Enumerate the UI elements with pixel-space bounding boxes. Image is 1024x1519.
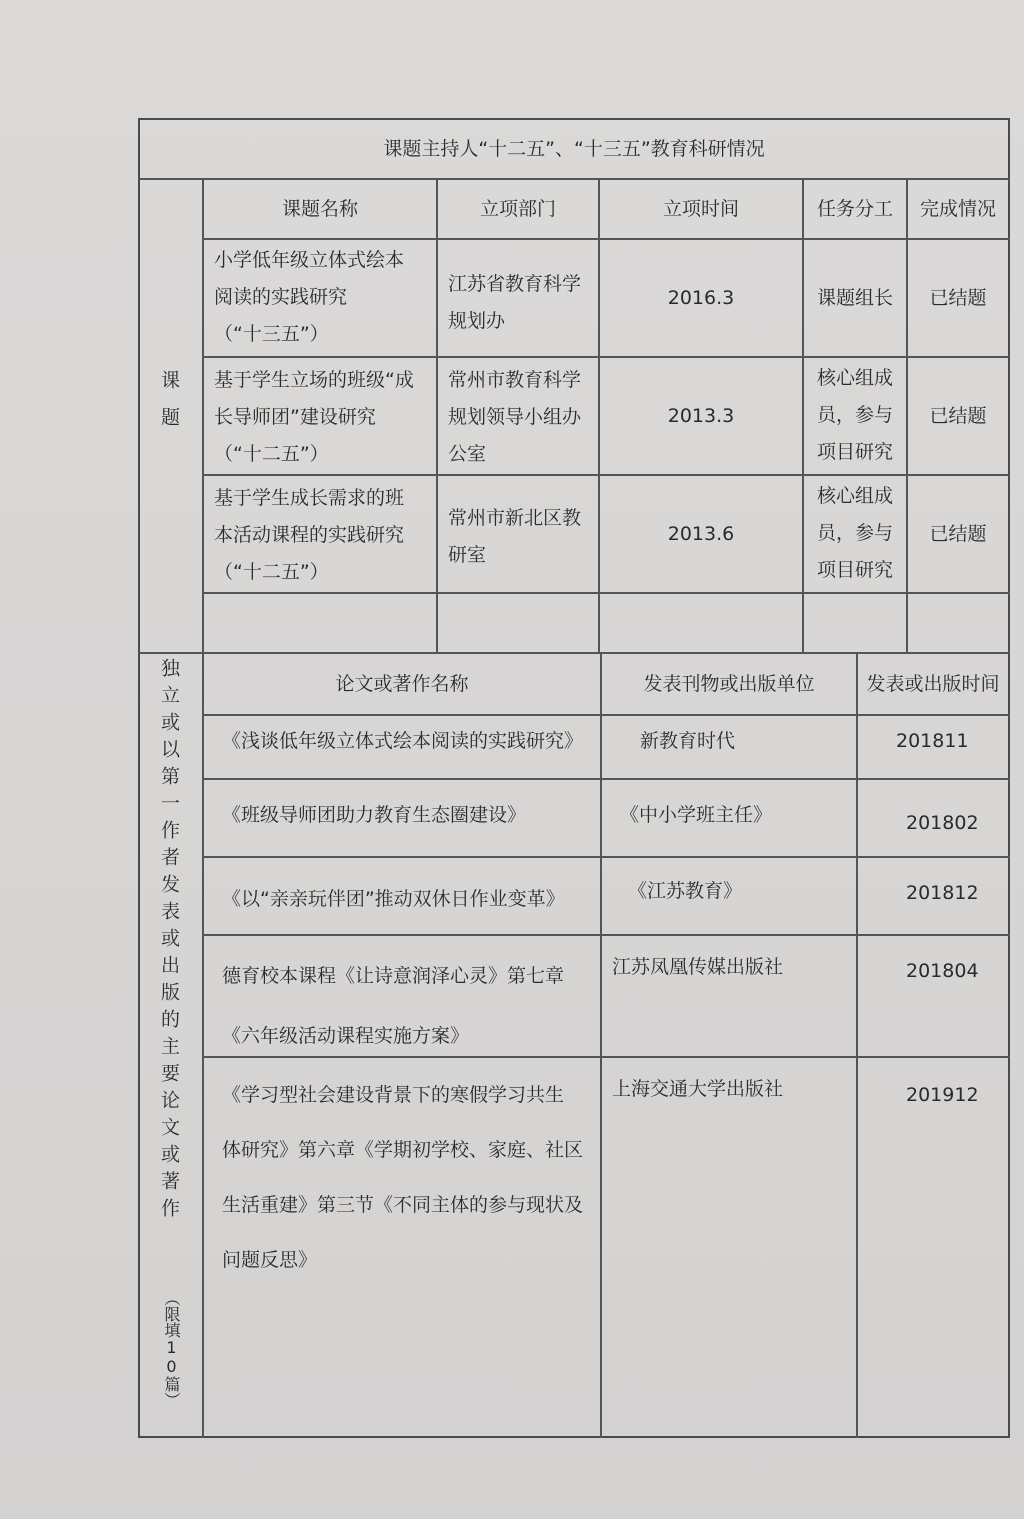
paper-publisher: 《中小学班主任》 [620,804,773,826]
topics-col-divider [436,178,438,652]
paper-publisher: 新教育时代 [640,730,736,752]
paper-date: 201812 [906,882,979,904]
paper-publisher: 上海交通大学出版社 [612,1078,784,1100]
papers-row-divider [202,934,1010,936]
papers-section-note: （限填10篇） [162,1290,181,1408]
topic-name: 基于学生成长需求的班 本活动课程的实践研究 （“十二五”） [214,487,405,583]
paper-publisher: 江苏凤凰传媒出版社 [612,956,784,978]
topic-dept: 江苏省教育科学 规划办 [448,273,582,332]
topic-status: 已结题 [929,523,987,545]
papers-header-divider [202,714,1010,716]
papers-col-divider [856,652,858,1438]
topic-role: 课题组长 [816,287,893,309]
paper-date: 201802 [906,812,979,834]
topics-row-divider [202,592,1010,594]
topic-status: 已结题 [929,287,987,309]
papers-section-label: 独立或以第一作者发表或出版的主要论文或著作 [158,658,180,1225]
topic-role: 核心组成 员，参与 项目研究 [816,367,893,463]
header-topic-name: 课题名称 [281,198,358,220]
topic-dept: 常州市新北区教 研室 [448,507,582,566]
header-paper-title: 论文或著作名称 [335,673,469,695]
paper-date: 201804 [906,960,979,982]
topic-time: 2016.3 [667,287,735,309]
topic-time: 2013.3 [667,405,735,427]
header-status: 完成情况 [919,198,996,220]
paper-publisher: 《江苏教育》 [628,880,743,902]
label-column-divider [202,178,204,1438]
paper-title: 《班级导师团助力教育生态圈建设》 [222,804,527,826]
topic-name: 小学低年级立体式绘本 阅读的实践研究 （“十三五”） [214,249,405,345]
header-role: 任务分工 [816,198,893,220]
header-publisher: 发表刊物或出版单位 [643,673,815,695]
paper-title: 《以“亲亲玩伴团”推动双休日作业变革》 [222,888,565,910]
paper-date: 201912 [906,1084,979,1106]
topic-role: 核心组成 员，参与 项目研究 [816,485,893,581]
papers-row-divider [202,778,1010,780]
topic-dept: 常州市教育科学 规划领导小组办 公室 [448,369,582,465]
header-time: 立项时间 [662,198,739,220]
paper-date: 201811 [896,730,969,752]
papers-col-divider [600,652,602,1438]
paper-title: 《浅谈低年级立体式绘本阅读的实践研究》 [222,730,584,752]
paper-title: 德育校本课程《让诗意润泽心灵》第七章 《六年级活动课程实施方案》 [222,965,565,1047]
papers-row-divider [202,856,1010,858]
header-dept: 立项部门 [479,198,556,220]
topics-section-label: 课题 [158,370,180,444]
topic-name: 基于学生立场的班级“成 长导师团”建设研究 （“十二五”） [214,369,414,465]
topic-time: 2013.6 [667,523,735,545]
topic-status: 已结题 [929,405,987,427]
table-title: 课题主持人“十二五”、“十三五”教育科研情况 [383,138,765,160]
paper-title: 《学习型社会建设背景下的寒假学习共生 体研究》第六章《学期初学校、家庭、社区 生活重建》第三节《不同主体的参与现状及 问题反思》 [222,1084,584,1271]
header-date: 发表或出版时间 [866,673,1000,695]
